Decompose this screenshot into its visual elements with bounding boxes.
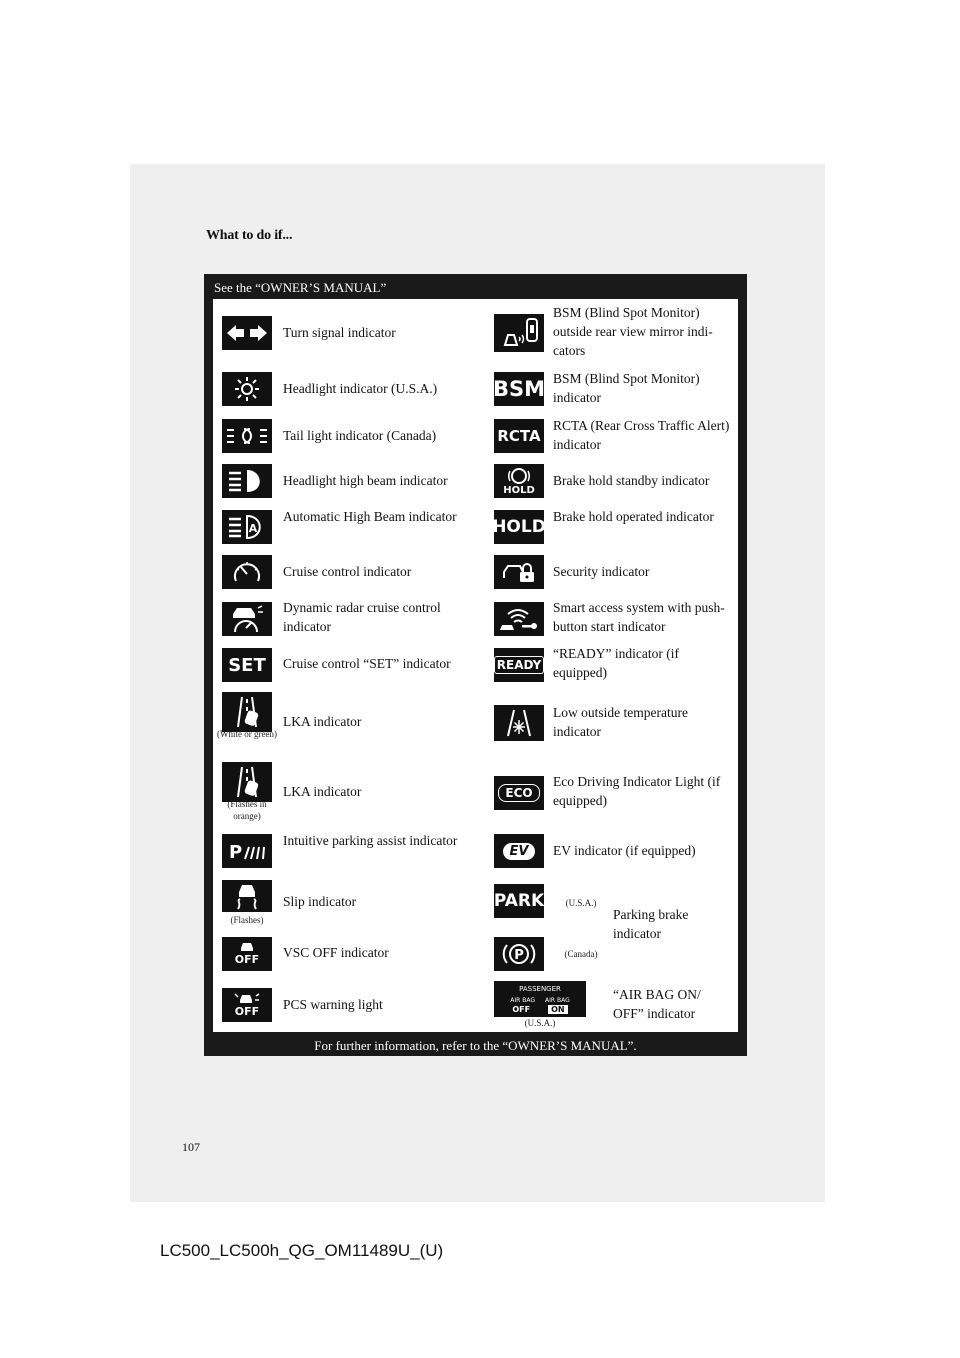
hold-standby-text: HOLD [503, 484, 535, 496]
ready-icon [494, 648, 544, 682]
ready-label: “READY” indicator (if equipped) [553, 646, 679, 680]
airbag-right-text: AIR BAG [545, 996, 570, 1004]
lka-icon [222, 692, 272, 732]
airbag-usa-note: (U.S.A.) [524, 1018, 556, 1028]
bsm-mirror-label: BSM (Blind Spot Monitor) outside rear view mirror indi-cators [553, 305, 713, 358]
section-title: What to do if... [206, 228, 293, 243]
tail-light-icon [222, 419, 272, 453]
vsc-off-text: OFF [234, 953, 260, 966]
document-code: LC500_LC500h_QG_OM11489U_(U) [160, 1241, 444, 1260]
security-icon [494, 555, 544, 589]
set-icon: SET [222, 648, 272, 682]
page-number: 107 [182, 1140, 200, 1154]
lka-flash-label: LKA indicator [283, 784, 362, 799]
lka-note-white-green: (White or green) [217, 729, 277, 739]
brake-hold-standby-label: Brake hold standby indicator [553, 473, 710, 488]
park-canada-note: (Canada) [564, 949, 598, 959]
bsm-label: BSM (Blind Spot Monitor) indicator [553, 371, 700, 405]
panel-footer: For further information, refer to the “OWNER’S MANUAL”. [314, 1038, 637, 1053]
airbag-indicator-icon [494, 981, 586, 1017]
set-label: Cruise control “SET” indicator [283, 656, 451, 671]
slip-icon [222, 880, 272, 912]
lka-label: LKA indicator [283, 714, 362, 729]
lka-icon [222, 762, 272, 802]
airbag-left-text: AIR BAG [510, 996, 535, 1004]
pcs-warning-icon [222, 988, 272, 1022]
airbag-label: “AIR BAG ON/ OFF” indicator [613, 987, 701, 1021]
svg-text:P: P [229, 842, 243, 863]
parking-brake-label: Parking brake indicator [613, 907, 689, 941]
turn-signal-icon [222, 316, 272, 350]
eco-label: Eco Driving Indicator Light (if equipped) [553, 774, 721, 808]
parking-brake-canada-icon [494, 937, 544, 971]
cruise-control-label: Cruise control indicator [283, 564, 412, 579]
radar-cruise-icon [222, 602, 272, 636]
slip-note: (Flashes) [230, 915, 264, 925]
parking-assist-label: Intuitive parking assist indicator [283, 833, 458, 848]
eco-icon [494, 776, 544, 810]
ev-label: EV indicator (if equipped) [553, 843, 696, 858]
high-beam-label: Headlight high beam indicator [283, 473, 448, 488]
brake-hold-operated-icon: HOLD [494, 510, 544, 544]
airbag-on-text: ON [548, 1005, 568, 1014]
turn-signal-label: Turn signal indicator [283, 325, 396, 340]
parking-brake-p: P [514, 948, 524, 963]
brake-hold-operated-label: Brake hold operated indicator [553, 509, 714, 524]
radar-cruise-label: Dynamic radar cruise control indicator [283, 600, 441, 634]
auto-high-beam-label: Automatic High Beam indicator [283, 509, 457, 524]
smart-access-icon [494, 602, 544, 636]
headlight-icon [222, 372, 272, 406]
ev-icon [494, 834, 544, 868]
pcs-off-text: OFF [234, 1005, 260, 1018]
panel-title: See the “OWNER’S MANUAL” [214, 280, 387, 295]
low-temperature-icon [494, 705, 544, 741]
rcta-icon: RCTA [494, 419, 544, 453]
vsc-off-icon [222, 937, 272, 971]
lka-note-orange: (Flashes in orange) [227, 799, 267, 821]
park-usa-note: (U.S.A.) [565, 898, 597, 908]
tail-light-label: Tail light indicator (Canada) [283, 428, 437, 443]
rcta-label: RCTA (Rear Cross Traffic Alert) indicator [553, 418, 730, 452]
ev-text: EV [503, 843, 536, 860]
bsm-icon: BSM [494, 372, 544, 406]
pcs-warning-label: PCS warning light [283, 997, 383, 1012]
ready-text: READY [494, 656, 545, 674]
parking-assist-icon [222, 834, 272, 868]
airbag-passenger-text: PASSENGER [519, 984, 561, 993]
auto-high-beam-icon [222, 510, 272, 544]
svg-text:A: A [248, 522, 258, 535]
brake-hold-standby-icon [494, 464, 544, 498]
bsm-mirror-icon [494, 314, 544, 352]
smart-access-label: Smart access system with push-button start indicator [553, 600, 725, 634]
headlight-label: Headlight indicator (U.S.A.) [283, 381, 438, 396]
vsc-off-label: VSC OFF indicator [283, 945, 389, 960]
cruise-control-icon [222, 555, 272, 589]
park-icon: PARK [494, 884, 544, 918]
low-temperature-label: Low outside temperature indicator [553, 705, 688, 739]
slip-label: Slip indicator [283, 894, 357, 909]
airbag-off-text: OFF [512, 1004, 531, 1014]
eco-text: ECO [498, 784, 539, 802]
security-label: Security indicator [553, 564, 650, 579]
high-beam-icon [222, 464, 272, 498]
